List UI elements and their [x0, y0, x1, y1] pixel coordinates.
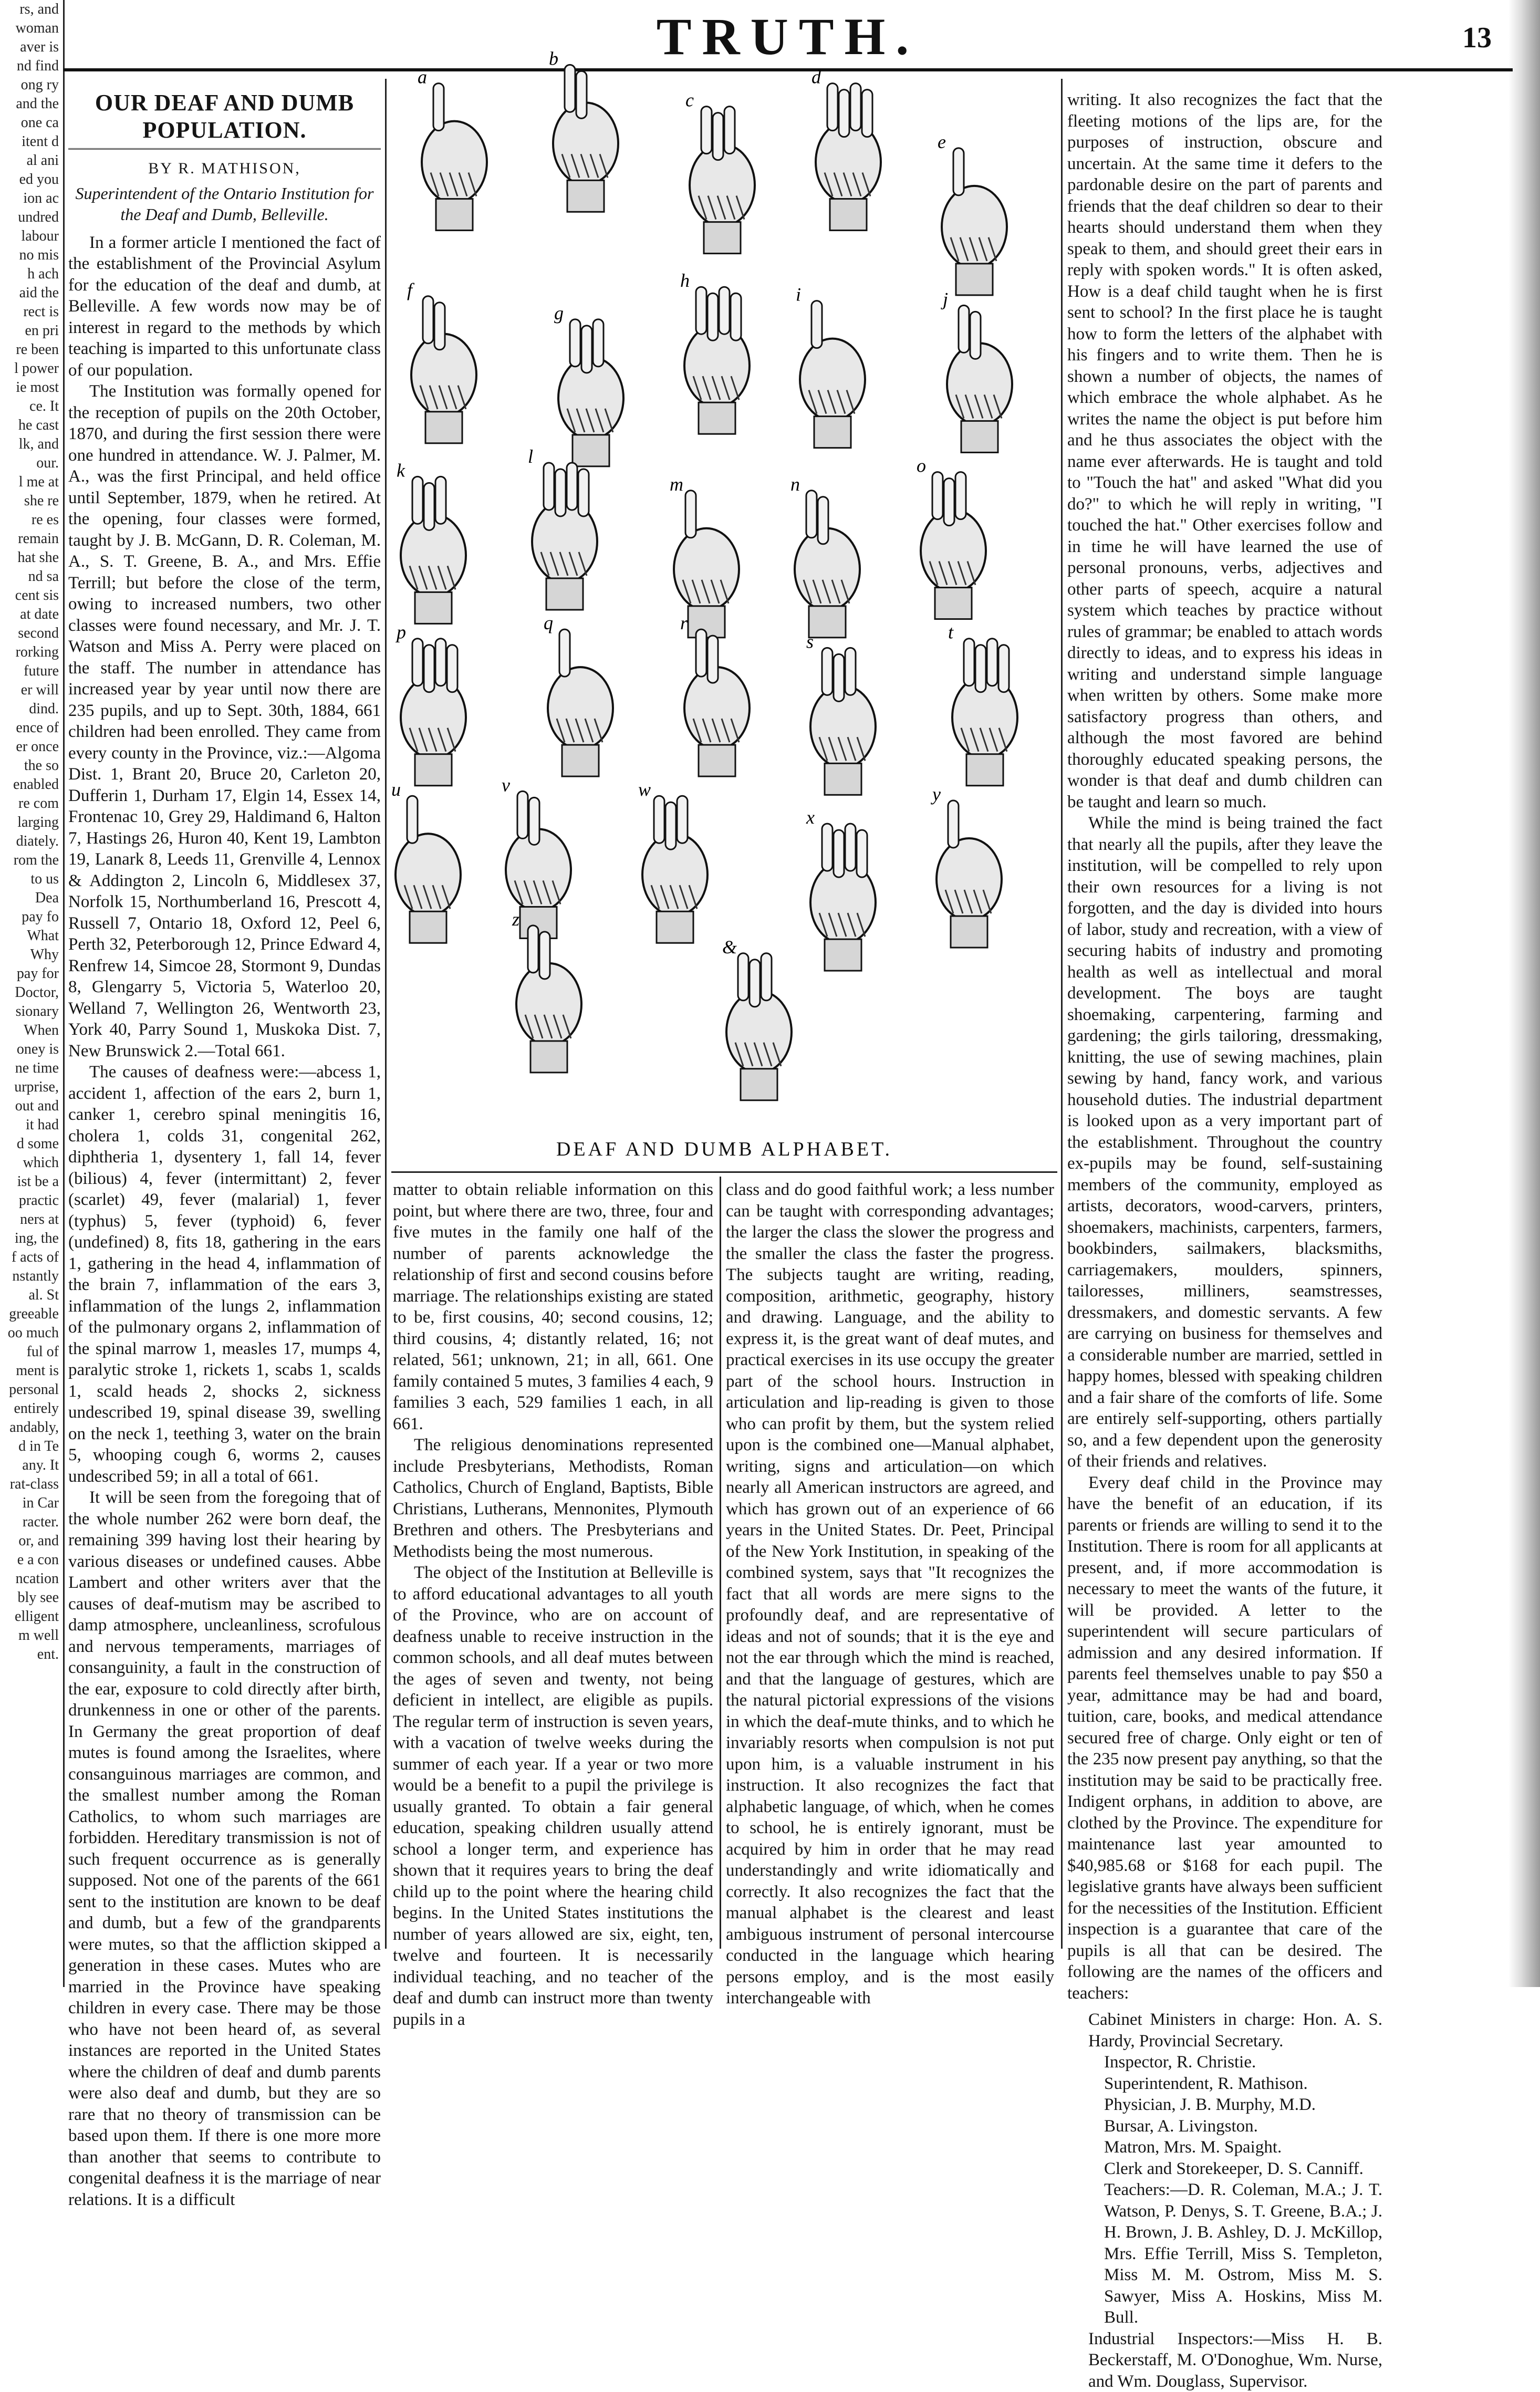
article-paragraph: The Institution was formally opened for the reception of pupils on the 20th October, 1870, and during the first session there were one hundred in attendance. W. J. Palmer, M. A., was the first Principal, and held office until September, 1879, when he retired. At the opening, four classes were formed, taught by J. B. McGann, D. R. Coleman, M. A., S. T. Greene, B. A., and Mrs. Effie Terrill; but before the close of the term, owing to increased numbers, two other classes were found necessary, and Mr. J. T. Watson and Miss A. Perry were placed on the staff. The number in attendance has increased year by year until now there are 235 pupils, and up to Sept. 30th, 1884, 661 children had been enrolled. They came from every county in the Province, viz.:—Algoma Dist. 1, Brant 20, Bruce 20, Carleton 20, Dufferin 1, Durham 17, Elgin 14, Essex 14, Frontenac 10, Grey 29, Haldimand 6, Halton 7, Hastings 26, Huron 40, Kent 19, Lambton 19, Lanark 8, Leeds 11, Grenville 4, Lennox & Addington 2, Lincoln 6, Middlesex 37, Norfolk 15, Northumberland 16, Prescott 4, Russell 7, Ontario 18, Oxford 12, Peel 6, Perth 32, Peterborough 12, Prince Edward 4, Renfrew 14, Simcoe 28, Stormont 9, Dundas 8, Glengarry 5, Victoria 5, Waterloo 20, Welland 7, Wellington 26, Wentworth 23, York 40, Parry Sound 1, Muskoka Dist. 7, New Brunswick 2.—Total 661.	[68, 381, 381, 1062]
strip-fragment: lk, and	[0, 435, 63, 454]
alphabet-illustration	[391, 79, 1057, 1156]
column-rule	[720, 1177, 721, 1949]
strip-fragment: woman	[0, 19, 63, 38]
strip-fragment: which	[0, 1153, 63, 1172]
strip-fragment: elligent	[0, 1607, 63, 1626]
letter-label: w	[638, 779, 651, 800]
strip-fragment: ie most	[0, 378, 63, 397]
officer-entry: Inspector, R. Christie.	[1067, 2052, 1382, 2073]
hand-sign-g	[554, 303, 623, 466]
figure-bottom-rule	[391, 1171, 1057, 1173]
strip-fragment: ne time	[0, 1059, 63, 1078]
column-2-body	[393, 1179, 713, 2030]
officer-entry: Clerk and Storekeeper, D. S. Canniff.	[1067, 2158, 1382, 2180]
letter-label: s	[806, 631, 814, 652]
strip-fragment: ing, the	[0, 1229, 63, 1248]
officer-entry: Superintendent, R. Mathison.	[1067, 2073, 1382, 2095]
strip-fragment: ong ry	[0, 76, 63, 95]
strip-fragment: racter.	[0, 1513, 63, 1532]
strip-fragment: bly see	[0, 1588, 63, 1607]
strip-fragment: nd sa	[0, 567, 63, 586]
strip-fragment: pay fo	[0, 908, 63, 927]
strip-fragment: greeable	[0, 1305, 63, 1324]
strip-fragment: nstantly	[0, 1267, 63, 1286]
strip-fragment: m well	[0, 1626, 63, 1645]
letter-label: k	[397, 460, 405, 481]
hand-sign-i	[796, 284, 865, 448]
strip-fragment: dind.	[0, 700, 63, 719]
article-headline: OUR DEAF AND DUMB POPULATION.	[68, 89, 381, 150]
letter-label: d	[811, 67, 821, 88]
article-column-3	[726, 1179, 1054, 1946]
strip-fragment: Doctor,	[0, 983, 63, 1002]
strip-fragment: ce. It	[0, 397, 63, 416]
masthead-title: TRUTH.	[63, 6, 1513, 67]
strip-fragment: ment is	[0, 1361, 63, 1380]
strip-fragment: one ca	[0, 113, 63, 132]
officer-entry: Cabinet Ministers in charge: Hon. A. S. Hardy, Provincial Secretary.	[1067, 2009, 1382, 2052]
strip-fragment: he cast	[0, 416, 63, 435]
hand-sign-c	[685, 90, 755, 254]
article-paragraph: In a former article I mentioned the fact of the establishment of the Provincial Asylum for the education of the deaf and dumb, at Belleville. A few words now may be of interest in regard to the methods by which teaching is imparted to this unfortunate class of our population.	[68, 232, 381, 381]
strip-fragment: the so	[0, 756, 63, 775]
hand-sign-o	[917, 455, 986, 619]
strip-fragment: d some	[0, 1135, 63, 1153]
strip-fragment: second	[0, 624, 63, 643]
strip-fragment: ent.	[0, 1645, 63, 1664]
page-edge	[1508, 0, 1540, 1987]
letter-label: a	[418, 67, 427, 88]
column-4-body	[1067, 89, 1382, 2004]
letter-label: p	[395, 622, 406, 643]
strip-fragment: ncation	[0, 1569, 63, 1588]
strip-fragment: sionary	[0, 1002, 63, 1021]
letter-label: y	[931, 784, 941, 805]
hand-sign-d	[811, 67, 881, 231]
strip-fragment: en pri	[0, 321, 63, 340]
article-subtitle: Superintendent of the Ontario Institution for the Deaf and Dumb, Belleville.	[68, 183, 381, 225]
officers-list	[1067, 2009, 1382, 2392]
column-rule	[1061, 79, 1063, 1949]
strip-fragment: urprise,	[0, 1078, 63, 1097]
article-paragraph: While the mind is being trained the fact that nearly all the pupils, after they leave the institution, will be compelled to rely upon their own resources for a living is not forgotten, and the day is divided into hours of labor, study and recreation, with a view of securing habits of industry and promoting health as well as intellectual and moral development. The boys are taught shoemaking, carpentering, farming and gardening; the girls tailoring, dressmaking, knitting, the use of sewing machines, plain sewing by hand, fancy work, and various household duties. The industrial department is looked upon as a very important part of the establishment. Throughout the country ex-pupils may be found, self-sustaining members of the community, employed as artists, decorators, wood-carvers, printers, shoemakers, machinists, carpenters, farmers, bookbinders, sailmakers, blacksmiths, carriagemakers, moulders, spinners, tailoresses, milliners, seamstresses, dressmakers, and domestic servants. A few are carrying on business for themselves and a considerable number are married, settled in happy homes, blessed with speaking children and a fair share of the comforts of life. Some are entirely self-supporting, others partially so, and a few dependent upon the generosity of their friends and relatives.	[1067, 813, 1382, 1472]
article-paragraph: class and do good faithful work; a less number can be taught with corresponding advantages; the larger the class the slower the progress and the smaller the class the faster the progress. The subjects taught are writing, reading, composition, arithmetic, geography, history and drawing. Language, and the ability to express it, is the great want of deaf mutes, and practical exercises in its use occupy the greater part of the school hours. Instruction in articulation and lip-reading is given to those who can profit by them, but the system relied upon is the combined one—Manual alphabet, writing, signs and articulation—on which nearly all American instructors are agreed, and which has grown out of an experience of 66 years in the United States. Dr. Peet, Principal of the New York Institution, in speaking of the combined system, says that "It recognizes the fact that all words are mere signs to the profoundly deaf, and are representative of ideas and not of sounds; that it is the eye and not the ear through which the mind is reached, and that the language of gestures, which are the natural pictorial expressions of the visions in which the deaf-mute thinks, and to which he invariably resorts when compulsion is not put upon him, is a valuable instrument in his instruction. It also recognizes the fact that alphabetic language, of which, when he comes to school, he is entirely ignorant, must be acquired by him in order that he may read understandingly and write idiomatically and correctly. It also recognizes the fact that the manual alphabet is the clearest and least ambiguous instrument of personal intercourse conducted in the language which hearing persons employ, and is the most easily interchangeable with	[726, 1179, 1054, 2009]
strip-fragment: ion ac	[0, 189, 63, 208]
article-paragraph: Every deaf child in the Province may have the benefit of an education, if its parents or friends are willing to send it to the Institution. There is room for all applicants at present, and, if more accommodation is necessary to meet the wants of the future, it will be provided. A letter to the superintendent will secure particulars of admission and any desired information. If parents feel themselves unable to pay $50 a year, admittance may be had and board, tuition, care, books, and medical attendance secured free of charge. Only eight or ten of the 235 now present pay anything, so that the institution may be said to be practically free. Indigent orphans, in addition to above, are clothed by the Province. The expenditure for maintenance last year amounted to $40,985.68 or $168 for each pupil. The legislative grants have always been sufficient for the necessities of the Institution. Efficient inspection is a guarantee that care of the pupils is all that can be desired. The following are the names of the officers and teachers:	[1067, 1472, 1382, 2004]
strip-fragment: remain	[0, 529, 63, 548]
hand-sign-l	[528, 446, 597, 610]
officer-entry: Bursar, A. Livingston.	[1067, 2116, 1382, 2137]
strip-fragment: undred	[0, 208, 63, 227]
article-column-1	[68, 89, 381, 1949]
hand-sign-n	[790, 474, 860, 638]
letter-label: l	[528, 446, 533, 467]
article-paragraph: The causes of deafness were:—abcess 1, accident 1, affection of the ears 2, burn 1, canker 1, cerebro spinal meningitis 16, cholera 1, colds 31, congenital 262, diphtheria 1, dysentery 1, fall 14, fever (bilious) 4, fever (intermittant) 2, fever (scarlet) 49, fever (malarial) 1, fever (typhus) 5, fever (typhoid) 6, fever (undefined) 8, fits 18, gathering in the ears 1, gathering in the head 4, inflammation of the brain 7, inflammation of the ears 3, inflammation of the lungs 2, inflammation of the pulmonary organs 2, inflammation of the spinal marrow 1, measles 17, mumps 4, paralytic stroke 1, rickets 1, scabs 1, scalds 1, scald heads 2, shocks 2, sickness undescribed 19, spinal disease 39, swelling on the neck 1, teething 3, water on the brain 5, whooping cough 6, worms 2, causes undescribed 59; in all a total of 661.	[68, 1062, 381, 1487]
strip-fragment: out and	[0, 1097, 63, 1116]
strip-fragment: pay for	[0, 964, 63, 983]
strip-fragment: al ani	[0, 151, 63, 170]
strip-fragment: at date	[0, 605, 63, 624]
letter-label: x	[806, 807, 815, 828]
adjacent-page-strip	[0, 0, 65, 1987]
letter-label: n	[790, 474, 800, 495]
strip-fragment: Dea	[0, 889, 63, 908]
article-paragraph: matter to obtain reliable information on this point, but where there are two, three, four and five mutes in the family one half of the number of parents acknowledge the relationship of first and second cousins before marriage. The relationships existing are stated to be, first cousins, 40; second cousins, 12; third cousins, 4; distantly related, 16; not related, 561; unknown, 21; in all, 661. One family contained 5 mutes, 3 families 4 each, 9 families 3 each, 529 families 1 each, in all 661.	[393, 1179, 713, 1434]
letter-label: b	[549, 48, 558, 69]
hand-sign-x	[806, 807, 876, 971]
strip-fragment: ful of	[0, 1343, 63, 1361]
strip-fragment: e a con	[0, 1551, 63, 1569]
letter-label: z	[512, 909, 519, 930]
strip-fragment: diately.	[0, 832, 63, 851]
article-column-2	[393, 1179, 713, 1946]
letter-label: q	[544, 612, 553, 633]
strip-fragment: ist be a	[0, 1172, 63, 1191]
strip-fragment: rorking	[0, 643, 63, 662]
article-column-4	[1067, 89, 1382, 1949]
officer-entry: Matron, Mrs. M. Spaight.	[1067, 2137, 1382, 2158]
hand-sign-w	[638, 779, 707, 943]
letter-label: v	[502, 774, 510, 795]
figure-caption: DEAF AND DUMB ALPHABET.	[391, 1138, 1057, 1161]
article-paragraph: The object of the Institution at Belleville is to afford educational advantages to all youth of the Province, who are on account of deafness unable to receive instruction in the common schools, and all deaf mutes between the ages of seven and twenty, not being deficient in intellect, are eligible as pupils. The regular term of instruction is seven years, with a vacation of twelve weeks during the summer of each year. If a year or two more would be a benefit to a pupil the privilege is usually granted. To obtain a fair general education, speaking children usually attend school a longer term, and experience has shown that it requires years to bring the deaf child up to the point where the hearing child begins. In the United States institutions the number of years allowed are six, eight, ten, twelve and fourteen. It is necessarily individual teaching, and no teacher of the deaf and dumb can instruct more than twenty pupils in a	[393, 1562, 713, 2030]
strip-fragment: aver is	[0, 38, 63, 57]
hand-sign-f	[407, 279, 476, 443]
letter-label: g	[554, 303, 564, 324]
strip-fragment: andably,	[0, 1418, 63, 1437]
hand-sign-u	[391, 779, 461, 943]
strip-fragment: al. St	[0, 1286, 63, 1305]
strip-fragment: any. It	[0, 1456, 63, 1475]
strip-fragment: ners at	[0, 1210, 63, 1229]
letter-label: &	[722, 937, 737, 958]
strip-fragment: rom the	[0, 851, 63, 870]
strip-fragment: re es	[0, 511, 63, 529]
hand-sign-a	[418, 67, 487, 231]
strip-fragment: to us	[0, 870, 63, 889]
strip-fragment: hat she	[0, 548, 63, 567]
strip-fragment: h ach	[0, 265, 63, 284]
strip-fragment: or, and	[0, 1532, 63, 1551]
strip-fragment: l me at	[0, 473, 63, 492]
strip-fragment: labour	[0, 227, 63, 246]
hand-sign-h	[680, 270, 750, 434]
strip-fragment: no mis	[0, 246, 63, 265]
hand-sign-j	[941, 288, 1012, 452]
strip-fragment: nd find	[0, 57, 63, 76]
masthead-bar	[63, 0, 1513, 71]
strip-fragment: aid the	[0, 284, 63, 303]
article-paragraph: The religious denominations represented include Presbyterians, Methodists, Roman Catholics, Church of England, Baptists, Bible Christians, Lutherans, Mennonites, Plymouth Brethren and others. The Presbyterians and Methodists being the most numerous.	[393, 1434, 713, 1562]
strip-fragment: cent sis	[0, 586, 63, 605]
strip-fragment: itent d	[0, 132, 63, 151]
letter-label: r	[680, 612, 688, 633]
strip-fragment: it had	[0, 1116, 63, 1135]
strip-fragment: rs, and	[0, 0, 63, 19]
column-rule	[385, 79, 387, 1949]
letter-label: i	[796, 284, 801, 305]
strip-fragment: future	[0, 662, 63, 681]
strip-fragment: rat-class	[0, 1475, 63, 1494]
strip-fragment: What	[0, 927, 63, 945]
hand-sign-s	[806, 631, 876, 795]
strip-fragment: ed you	[0, 170, 63, 189]
letter-label: h	[680, 270, 690, 291]
hand-sign-b	[549, 48, 618, 212]
officer-entry: Teachers:—D. R. Coleman, M.A.; J. T. Watson, P. Denys, S. T. Greene, B.A.; J. H. Brown, J. B. Ashley, D. J. McKillop, Mrs. Effie Terrill, Miss S. Templeton, Miss M. M. Ostrom, Miss M. S. Sawyer, Miss A. Hoskins, Miss M. Bull.	[1067, 2179, 1382, 2328]
strip-fragment: our.	[0, 454, 63, 473]
strip-fragment: enabled	[0, 775, 63, 794]
column-3-body	[726, 1179, 1054, 2009]
strip-fragment: larging	[0, 813, 63, 832]
strip-fragment: re com	[0, 794, 63, 813]
hand-sign-q	[544, 612, 613, 776]
hand-sign-k	[397, 460, 466, 623]
letter-label: c	[685, 90, 694, 111]
strip-fragment: er will	[0, 681, 63, 700]
column-1-body	[68, 232, 381, 2211]
strip-fragment: and the	[0, 95, 63, 113]
strip-fragment: in Car	[0, 1494, 63, 1513]
hand-sign-ampersand	[722, 937, 792, 1100]
strip-fragment: entirely	[0, 1399, 63, 1418]
hand-sign-y	[931, 784, 1002, 948]
strip-fragment: f acts of	[0, 1248, 63, 1267]
strip-fragment: rect is	[0, 303, 63, 321]
strip-fragment: Why	[0, 945, 63, 964]
officer-entry: Physician, J. B. Murphy, M.D.	[1067, 2094, 1382, 2116]
strip-fragment: ence of	[0, 719, 63, 737]
hand-sign-e	[938, 131, 1007, 295]
hand-sign-t	[948, 622, 1017, 786]
strip-fragment: l power	[0, 359, 63, 378]
letter-label: e	[938, 131, 946, 152]
letter-label: u	[391, 779, 401, 800]
strip-fragment: d in Te	[0, 1437, 63, 1456]
strip-fragment: oo much	[0, 1324, 63, 1343]
strip-fragment: practic	[0, 1191, 63, 1210]
strip-fragment: she re	[0, 492, 63, 511]
article-byline: BY R. MATHISON,	[68, 158, 381, 180]
article-paragraph: writing. It also recognizes the fact that the fleeting motions of the lips are, for the purposes of instruction, obscure and uncertain. At the same time it defers to the pardonable desire on the part of parents and friends that the deaf children so dear to their hearts should understand them when they speak to them, and should greet their ears in reply with spoken words." It is often asked, How is a deaf child taught when he is first sent to school? In the first place he is taught how to form the letters of the alphabet with his fingers and to write them. Then he is shown a number of objects, the names of which embrace the whole alphabet. As he writes the name the object is put before him and he thus associates the object with the name ever afterwards. He is taught and told to "Touch the hat" and asked "What did you do?" to which he will reply in writing, "I touched the hat." Other exercises follow and in time he will have learned the use of personal pronouns, verbs, adjectives and other parts of speech, acquire a natural system which teaches by practice without rules of grammar; be enabled to attach words directly to ideas, and to express his ideas in writing and understand simple language when written by others. Some make more satisfactory progress than others, and although the most favored are behind thoroughly educated speaking persons, the wonder is that deaf and dumb children can be taught and learn so much.	[1067, 89, 1382, 813]
strip-fragment: When	[0, 1021, 63, 1040]
officer-entry: Industrial Inspectors:—Miss H. B. Beckerstaff, M. O'Donoghue, Wm. Nurse, and Wm. Douglass, Supervisor.	[1067, 2328, 1382, 2392]
letter-label: m	[670, 474, 683, 495]
strip-fragment: personal	[0, 1380, 63, 1399]
letter-label: f	[407, 279, 415, 300]
hand-sign-p	[395, 622, 466, 786]
strip-fragment: er once	[0, 737, 63, 756]
strip-fragment: oney is	[0, 1040, 63, 1059]
letter-label: t	[948, 622, 954, 643]
strip-fragment: re been	[0, 340, 63, 359]
page-number: 13	[1462, 21, 1492, 55]
letter-label: j	[941, 288, 948, 309]
article-paragraph: It will be seen from the foregoing that of the whole number 262 were born deaf, the remaining 399 having lost their hearing by various diseases or undefined causes. Abbe Lambert and other writers aver that the causes of deaf-mutism may be ascribed to damp atmosphere, uncleanliness, scrofulous and nervous temperaments, marriages of consanguinity, a fault in the construction of the ear, exposure to cold directly after birth, drunkenness in one or other of the parents. In Germany the great proportion of deaf mutes is found among the Israelites, where consanguinous marriages are common, and the smallest number among the Roman Catholics, to whom such marriages are forbidden. Hereditary transmission is not of such frequent occurrence as is generally supposed. Not one of the parents of the 661 sent to the institution are known to be deaf and dumb, but a few of the grandparents were mutes, so that the affliction skipped a generation in these cases. Mutes who are married in the Province have speaking children in every case. There may be those who have not been heard of, as several instances are reported in the United States where the children of deaf and dumb parents were also deaf and dumb, but they are so rare that no theory of transmission can be based upon them. If there is one more more than another that seems to contribute to congenital deafness it is the marriage of near relations. It is a difficult	[68, 1487, 381, 2210]
hand-alphabet-drawing	[391, 79, 1057, 1156]
letter-label: o	[917, 455, 926, 476]
